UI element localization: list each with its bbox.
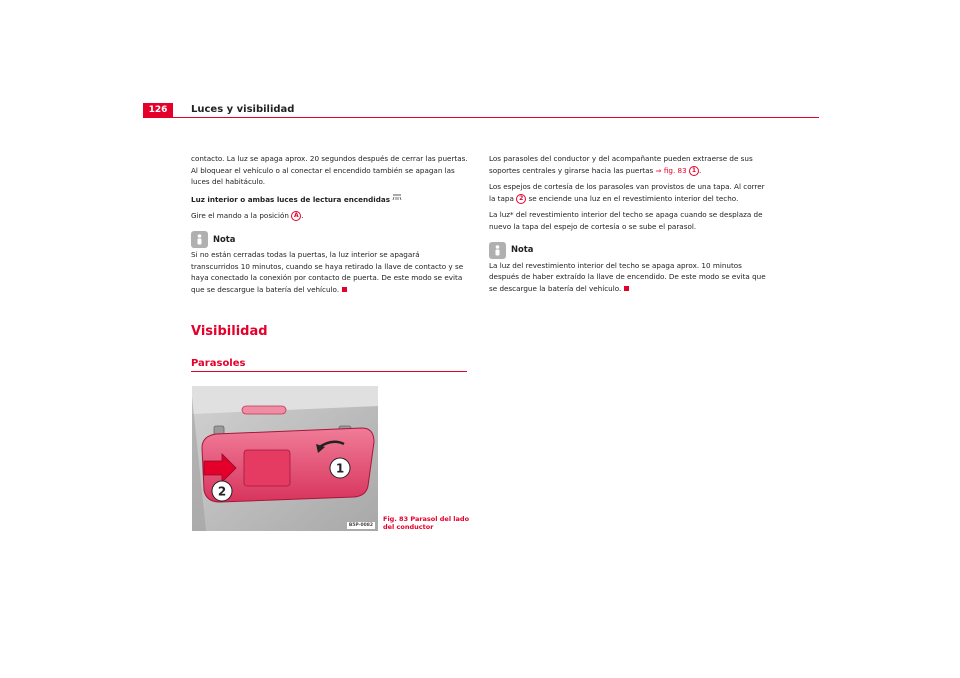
figure-caption: Fig. 83 Parasol del lado del conductor — [383, 515, 470, 531]
sun-visor-illustration — [192, 386, 378, 531]
callout-marker-2: 2 — [516, 194, 526, 204]
note-icon — [191, 231, 208, 248]
left-subheading: Luz interior o ambas luces de lectura encendidas — [191, 193, 469, 206]
end-marker-icon — [342, 287, 347, 292]
page-number: 126 — [143, 103, 173, 118]
position-marker: A — [291, 211, 301, 221]
right-column — [489, 153, 771, 299]
callout-2 — [212, 481, 232, 501]
right-paragraph-3: La luz* del revestimiento interior del techo se apaga cuando se desplaza de nuevo la tapa del espejo de cortesía o se sube el parasol. — [489, 210, 763, 231]
callout-marker-1: 1 — [689, 166, 699, 176]
right-paragraph-2: Los espejos de cortesía de los parasoles van provistos de una tapa. Al correr la tapa 2 se enciende una luz en el revestimiento interior del techo. — [489, 182, 765, 203]
section-title: Visibilidad — [191, 324, 268, 339]
subsection-title: Parasoles — [191, 358, 246, 369]
sun-visor-figure — [192, 386, 378, 531]
left-note-text: Si no están cerradas todas la puertas, la luz interior se apagará transcurridos 10 minutos, cuando se haya retirado la llave de contacto y se haya conectado la conexión por contacto de puerta. De este modo se evita que se descargue la batería del vehículo. — [191, 249, 464, 294]
right-paragraph-1: Los parasoles del conductor y del acompañante pueden extraerse de sus soportes centrales y girarse hacia las puertas ⇒ fig. 83 1 . — [489, 154, 753, 175]
end-marker-icon — [624, 286, 629, 291]
note-heading: Nota — [489, 242, 771, 259]
note-heading: Nota — [191, 231, 469, 248]
left-column — [191, 153, 469, 300]
left-paragraph-1: contacto. La luz se apaga aprox. 20 segundos después de cerrar las puertas. Al bloquear el vehículo o al conectar el encendido también se apagan las luces del habitáculo. — [191, 154, 468, 187]
left-paragraph-2: Gire el mando a la posición A . — [191, 211, 304, 221]
chapter-title: Luces y visibilidad — [191, 104, 295, 115]
subsection-divider — [191, 371, 467, 372]
figure-link[interactable]: ⇒ fig. 83 — [655, 165, 687, 175]
svg-text:1: 1 — [335, 461, 345, 476]
interior-light-icon — [392, 193, 402, 205]
header-divider — [173, 117, 819, 118]
callout-1 — [330, 458, 350, 478]
figure-code: B5P-0082 — [348, 523, 373, 528]
right-note-text: La luz del revestimiento interior del techo se apaga aprox. 10 minutos después de haber extraído la llave de encendido. De este modo se evita que se descargue la batería del vehículo. — [489, 260, 766, 293]
svg-text:2: 2 — [217, 484, 227, 499]
note-icon — [489, 242, 506, 259]
